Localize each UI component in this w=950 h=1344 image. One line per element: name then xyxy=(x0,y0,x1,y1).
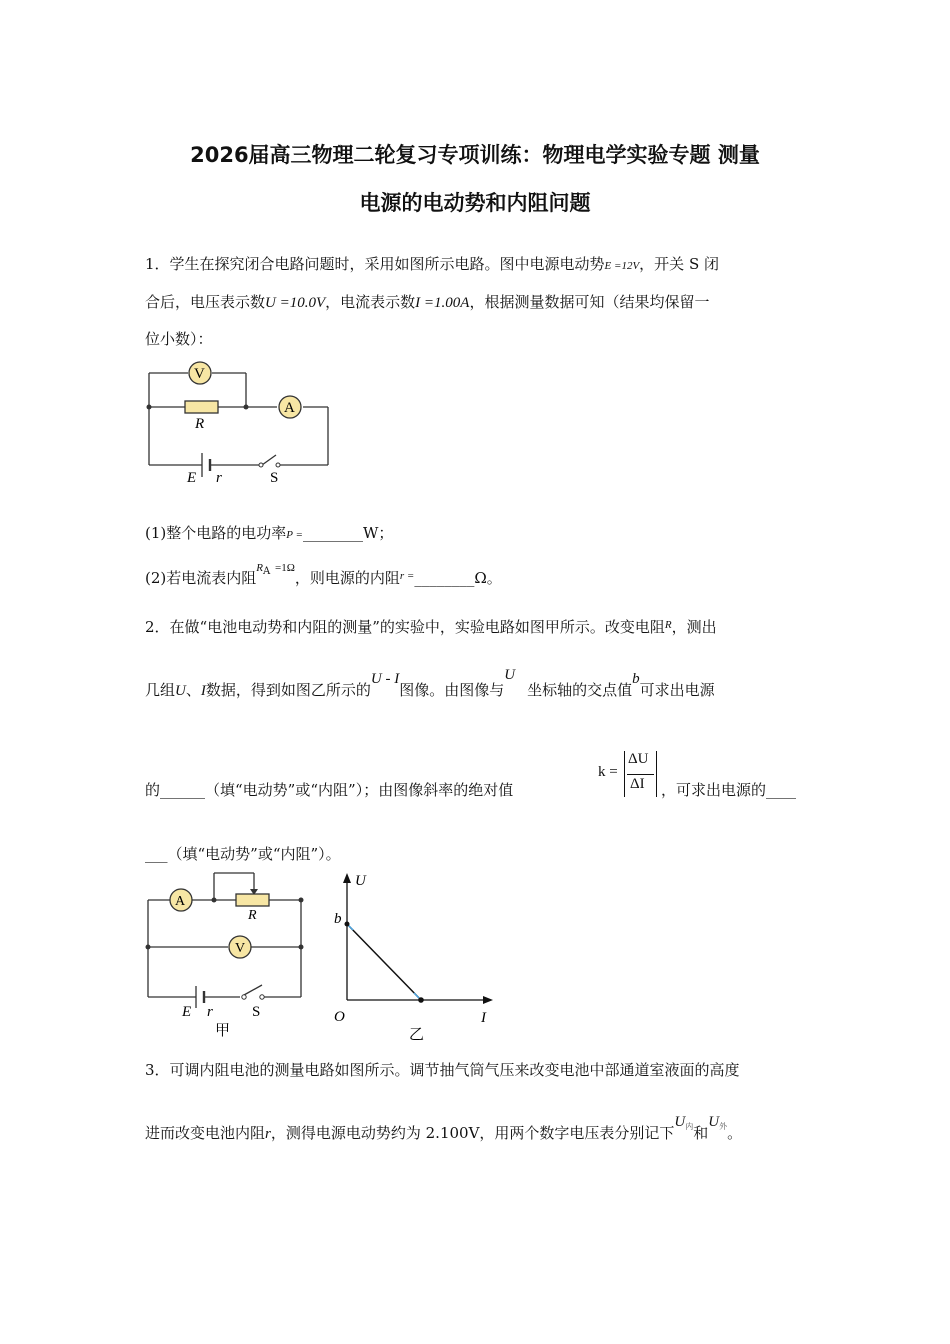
voltmeter-label: V xyxy=(194,366,205,382)
q1-sub1 xyxy=(145,522,393,543)
q1-sub1-blank: ________ xyxy=(302,524,363,542)
figure-caption-jia: 甲 xyxy=(215,1023,231,1039)
x-axis-label: I xyxy=(481,1010,486,1026)
q2-text: 几组 xyxy=(145,681,176,699)
q2-slope-formula xyxy=(598,751,662,801)
switch-label: S xyxy=(252,1004,261,1020)
q2-k-symbol: k = xyxy=(598,764,618,780)
q1-current-value: I =1.00A xyxy=(415,295,470,311)
q2-text: 、 xyxy=(185,681,201,699)
ammeter-label: A xyxy=(175,894,186,909)
q2-circuit-diagram-jia xyxy=(140,865,310,1040)
q1-sub2-text: (2)若电流表内阻 xyxy=(145,569,257,587)
rheostat-label: R xyxy=(248,908,257,923)
q2-resistor-symbol: R xyxy=(664,619,672,631)
x-axis-arrow-icon xyxy=(483,996,493,1004)
q1-text: ，根据测量数据可知（结果均保留一 xyxy=(469,293,710,311)
q3-internal-resistance-symbol: r xyxy=(265,1126,271,1142)
q2-line1 xyxy=(145,616,717,637)
q1-sub2-blank: ________ xyxy=(414,569,475,587)
intercept-label: b xyxy=(334,911,342,927)
q1-sub2-text: ，则电源的内阻 xyxy=(294,569,400,587)
q2-text: （填“电动势”或“内阻”）。 xyxy=(167,845,341,863)
q2-line2 xyxy=(145,667,715,700)
q3-text: ，测得电源电动势约为 2.100V，用两个数字电压表分别记下 xyxy=(270,1124,675,1142)
q1-text: 合后，电压表示数 xyxy=(145,293,266,311)
q3-line1: 3．可调内阻电池的测量电路如图所示。调节抽气筒气压来改变电池中部通道室液面的高度 xyxy=(145,1061,740,1079)
y-axis-arrow-icon xyxy=(343,873,351,883)
q2-text: 2．在做“电池电动势和内阻的测量”的实验中，实验电路如图甲所示。改变电阻 xyxy=(145,618,665,636)
q1-sub1-text: (1)整个电路的电功率 xyxy=(145,524,287,542)
q2-line4 xyxy=(145,843,341,864)
q2-symbol-u-axis: U xyxy=(504,667,516,683)
ammeter-label: A xyxy=(284,400,295,416)
y-axis-label: U xyxy=(355,873,366,889)
internal-resistance-label: r xyxy=(207,1004,213,1020)
q2-text: 的 xyxy=(145,781,161,799)
q3-u-inner-symbol: U xyxy=(674,1114,686,1130)
resistor-icon xyxy=(185,401,218,413)
q1-line1 xyxy=(145,253,719,274)
q2-text: 坐标轴的交点值 xyxy=(527,681,633,699)
q2-line3 xyxy=(145,779,513,800)
switch-label: S xyxy=(270,470,279,486)
q2-symbol-i: I xyxy=(200,683,206,699)
q1-text: ，电流表示数 xyxy=(325,293,416,311)
q1-power-symbol: P = xyxy=(286,529,303,541)
figure-caption-yi: 乙 xyxy=(409,1027,425,1040)
q1-sub2 xyxy=(145,562,502,589)
ui-line xyxy=(347,924,421,1000)
q2-blank-2: ____ xyxy=(766,781,797,799)
q2-k-denominator: ΔI xyxy=(630,776,645,792)
q1-voltage-value: U =10.0V xyxy=(265,295,326,311)
emf-label: E xyxy=(182,1004,192,1020)
q2-symbol-u: U xyxy=(175,683,186,699)
q3-u-inner-subscript: 内 xyxy=(685,1122,694,1131)
q2-text: ，测出 xyxy=(671,618,717,636)
q3-text: 。 xyxy=(727,1124,743,1142)
q3-text: 和 xyxy=(693,1124,709,1142)
q2-line3-end xyxy=(661,779,796,800)
q3-u-outer-symbol: U xyxy=(708,1114,720,1130)
origin-label: O xyxy=(334,1009,345,1025)
q3-u-outer-subscript: 外 xyxy=(719,1122,728,1131)
q2-text: 数据，得到如图乙所示的 xyxy=(205,681,371,699)
q1-emf-value: E =12V xyxy=(604,260,640,272)
ammeter-resistance-symbol: R xyxy=(256,562,263,574)
q3-line2 xyxy=(145,1114,743,1144)
q2-text: 图像。由图像与 xyxy=(399,681,505,699)
voltmeter-label: V xyxy=(235,941,246,956)
q1-line2 xyxy=(145,291,709,312)
q2-intercept-symbol: b xyxy=(632,671,640,687)
emf-label: E xyxy=(187,470,197,486)
q1-sub2-unit: Ω。 xyxy=(474,569,502,587)
q1-line3: 位小数）： xyxy=(145,330,213,348)
resistor-label: R xyxy=(195,416,205,432)
q1-circuit-diagram xyxy=(140,355,340,490)
ammeter-resistance-subscript: A xyxy=(262,566,271,577)
q3-text: 进而改变电池内阻 xyxy=(145,1124,266,1142)
q2-blank-1: ______ xyxy=(160,781,206,799)
q1-sub1-unit: W； xyxy=(362,524,394,542)
q2-text: 可求出电源 xyxy=(639,681,715,699)
q2-k-numerator: ΔU xyxy=(628,751,649,767)
ammeter-resistance-value: =1Ω xyxy=(275,562,295,574)
q2-blank-2-cont: ___ xyxy=(145,845,168,863)
page-title-line2: 电源的电动势和内阻问题 xyxy=(359,191,591,215)
q1-text: 1．学生在探究闭合电路问题时，采用如图所示电路。图中电源电动势 xyxy=(145,255,605,273)
internal-resistance-label: r xyxy=(216,470,222,486)
q2-ui-graph-yi xyxy=(325,865,500,1040)
q2-ui-graph-symbol: U - I xyxy=(370,671,400,687)
internal-resistance-symbol: r = xyxy=(399,570,415,582)
rheostat-icon xyxy=(236,894,269,906)
q1-text: ，开关 S 闭 xyxy=(639,255,719,273)
page-title-line1: 2026届高三物理二轮复习专项训练：物理电学实验专题 测量 xyxy=(190,143,760,167)
q2-text: （填“电动势”或“内阻”）；由图像斜率的绝对值 xyxy=(205,781,514,799)
q2-text: ，可求出电源的 xyxy=(661,781,767,799)
